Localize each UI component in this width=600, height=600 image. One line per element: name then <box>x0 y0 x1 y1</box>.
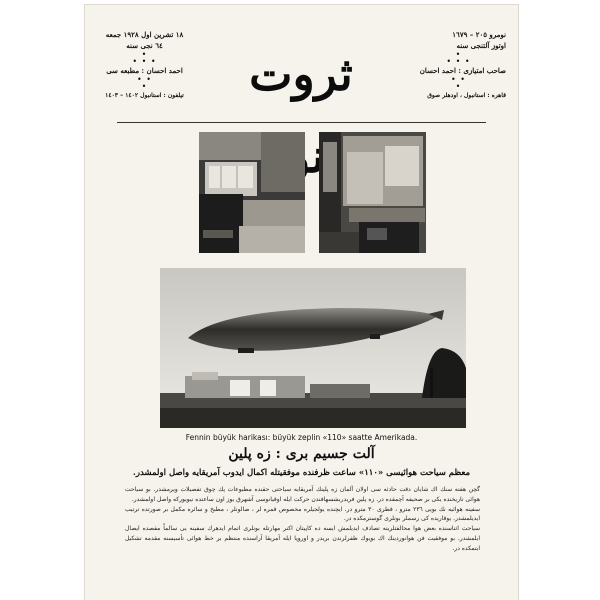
article-body <box>125 485 480 585</box>
photo-kitchen-interior <box>319 132 426 253</box>
header-right <box>411 29 506 101</box>
owner-text-left: احمد احسان : مطبعه سى <box>106 66 183 75</box>
ornament-dots-icon: • • • • <box>446 50 471 66</box>
ornament-dots-icon: • • • <box>137 75 152 91</box>
issue-date: ١٨ تشرين اول ١٩٢٨ جمعه <box>105 30 184 39</box>
header-divider <box>117 122 486 123</box>
article-paragraph: گچن هفته سنك اك شايان دقت حادثه سى اولان ألمان زه پلينك آمريقايه سياحتى حقنده مطبوعات پك چوق تفصيلات ويرمشدر. بو سياحت هوائى تاريخنده يكى بر صحيفه آچمقده در. زه پلين فريدريشسهافندن حركت ايله اوقيانوسى آشهرق يوز اون ساعتده نيويوركه واصل اولمشدر. <box>125 486 480 503</box>
article-paragraph: سياحت اثناسنده بعض هوا محالفتلرينه تصادف ايديلمش ايسه ده كاپيتان اكنر مهارتله بونلرى اتمام ايدهرك سفينه يى سالماً مقصده ايصال ايلمشدر. بو موفقيت فن هوانوردينك اك بويوك ظفرلرندن بريدر و اوروپا ايله آمريقا آراسنده منتظم بر خط هوائى تأسيسنه مقدمه تشكيل ايتمكده در. <box>125 525 480 552</box>
magazine-page <box>85 5 518 600</box>
location-text-right: قاهره : استانبول ، اودهلر صوق <box>427 92 506 99</box>
article-paragraph: سفينه هوائيه نك بويى ٢٣٦ مترو ، قطرى ٣٠ مترو در. ايچنده يولجيلره مخصوص قمره لر ، صالونلر ، مطبخ و سائره مكمل بر صورتده ترتيب ايديلمشدر. يوقاريده كى رسملر بونلرى گوسترمكده در. <box>125 505 480 523</box>
volume-text: ٦٤ نجی سنه <box>126 41 163 50</box>
ornament-dots-icon: • • • • <box>132 50 157 66</box>
ornament-dots-icon: • • • <box>451 75 466 91</box>
photo-cabin-interior <box>199 132 305 253</box>
photo-zeppelin <box>160 268 466 428</box>
masthead-title: ثروت <box>249 47 353 101</box>
issue-number: نومرو ٢٠٥ – ١٦٧٩ <box>452 30 506 39</box>
caption-latin: Fennin büyük harikası: büyük zeplin «110» saatte Amerikada. <box>185 433 418 442</box>
caption-arabic: آلت جسيم برى : زه پلين <box>228 446 375 462</box>
location-text-left: تيلفون : استانبول ١٤٠٢ – ١٤٠٣ <box>105 92 184 99</box>
header-left <box>97 29 192 101</box>
frequency-text: اوتوز آلتنجی سنه <box>456 41 506 50</box>
article-subheading: معظم سياحت هوائيسى «١١٠» ساعت ظرفنده موفقيتله اكمال ايدوب آمريقايه واصل اولمشدر. <box>132 468 471 478</box>
owner-text-right: صاحب امتيازى : احمد احسان <box>419 66 506 75</box>
